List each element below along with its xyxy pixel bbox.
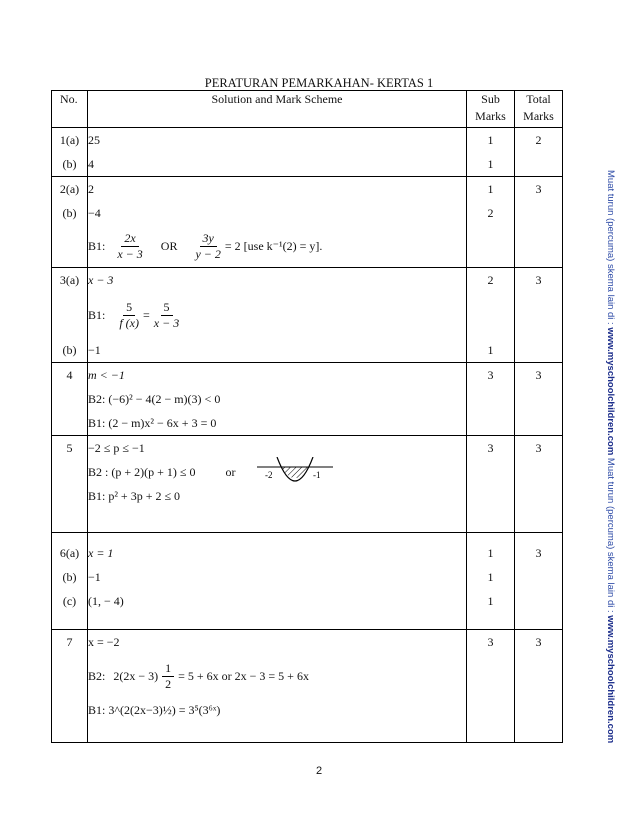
- sub-mark: 2: [487, 206, 494, 220]
- question-number: 1(a): [59, 133, 80, 147]
- sub-mark: 1: [487, 570, 494, 584]
- solution-text: −1: [88, 570, 101, 584]
- b1-working: B1: p² + 3p + 2 ≤ 0: [88, 489, 181, 503]
- sub-mark: 3: [487, 635, 494, 649]
- solution-text: 25: [88, 133, 100, 147]
- header-no: No.: [52, 91, 88, 128]
- question-number: 4: [66, 368, 73, 382]
- question-number: 2(a): [59, 182, 80, 196]
- question-number: (c): [62, 594, 77, 608]
- header-row: [52, 91, 563, 128]
- sub-mark: 1: [487, 546, 494, 560]
- sub-mark: 1: [487, 182, 494, 196]
- question-number: 5: [66, 441, 73, 455]
- solution-text: −4: [88, 206, 101, 220]
- side-watermark: [600, 170, 622, 744]
- sub-mark: 2: [487, 273, 494, 287]
- total-mark: 3: [535, 368, 542, 382]
- table-row: [52, 533, 563, 630]
- total-mark: 3: [535, 273, 542, 287]
- inequality-graph-diagram: [255, 457, 335, 487]
- total-mark: 3: [535, 635, 542, 649]
- root-left-label: -2: [265, 470, 273, 480]
- question-number: 6(a): [59, 546, 80, 560]
- sub-mark: 3: [487, 368, 494, 382]
- table-row: [52, 268, 563, 363]
- page-number: 2: [315, 765, 323, 777]
- table-row: [52, 436, 563, 533]
- b1-working: B1: $\frac{5}{f (x)}$ = $\frac{5}{x - 3}$: [88, 299, 180, 330]
- b2-working: B2: 2(2x − 3) $\frac{1}{2}$ = 5 + 6x or 2x − 3 = 5 + 6x: [88, 660, 309, 691]
- solution-text: 4: [88, 157, 94, 171]
- b1-working: B1: $\frac{2x}{x - 3}$ OR $\frac{3y}{y - 2}$ = 2 [use k⁻¹(2) = y].: [88, 230, 323, 261]
- mark-scheme-table: [51, 90, 563, 743]
- watermark-link[interactable]: www.myschoolchildren.com: [605, 327, 616, 456]
- b2-working: B2 : (p + 2)(p + 1) ≤ 0 or -2 -1: [88, 460, 466, 484]
- table-row: [52, 630, 563, 743]
- question-number: (b): [62, 343, 77, 357]
- question-number: (b): [62, 206, 77, 220]
- total-mark: 3: [535, 182, 542, 196]
- solution-text: −2 ≤ p ≤ −1: [88, 441, 145, 455]
- page-title: PERATURAN PEMARKAHAN- KERTAS 1: [204, 76, 434, 90]
- solution-text: m < −1: [88, 368, 125, 382]
- table-row: [52, 177, 563, 268]
- solution-text: x − 3: [88, 273, 114, 287]
- b1-working: B1: (2 − m)x² − 6x + 3 = 0: [88, 416, 217, 430]
- solution-text: x = −2: [88, 635, 120, 649]
- b1-working: B1: 3^(2(2x−3)½) = 3⁵(3⁶ˣ): [88, 703, 221, 717]
- header-total-marks: Total Marks: [515, 91, 563, 128]
- total-mark: 2: [535, 133, 542, 147]
- b2-working: B2: (−6)² − 4(2 − m)(3) < 0: [88, 392, 221, 406]
- watermark-link[interactable]: www.myschoolchildren.com: [605, 615, 616, 744]
- sub-mark: 1: [487, 133, 494, 147]
- question-number: (b): [62, 157, 77, 171]
- solution-text: (1, − 4): [88, 594, 124, 608]
- solution-text: 2: [88, 182, 94, 196]
- total-mark: 3: [535, 546, 542, 560]
- table-row: [52, 128, 563, 177]
- solution-text: x = 1: [88, 546, 114, 560]
- root-right-label: -1: [313, 470, 321, 480]
- watermark-text: Muat turun (percuma) skema lain di :: [605, 455, 616, 616]
- header-solution: Solution and Mark Scheme: [88, 91, 467, 128]
- total-mark: 3: [535, 441, 542, 455]
- sub-mark: 1: [487, 343, 494, 357]
- sub-mark: 1: [487, 157, 494, 171]
- question-number: 7: [66, 635, 73, 649]
- solution-text: −1: [88, 343, 101, 357]
- question-number: (b): [62, 570, 77, 584]
- sub-mark: 1: [487, 594, 494, 608]
- question-number: 3(a): [59, 273, 80, 287]
- table-row: [52, 363, 563, 436]
- watermark-text: Muat turun (percuma) skema lain di :: [605, 170, 616, 328]
- shaded-region: [281, 467, 309, 478]
- header-sub-marks: Sub Marks: [467, 91, 515, 128]
- sub-mark: 3: [487, 441, 494, 455]
